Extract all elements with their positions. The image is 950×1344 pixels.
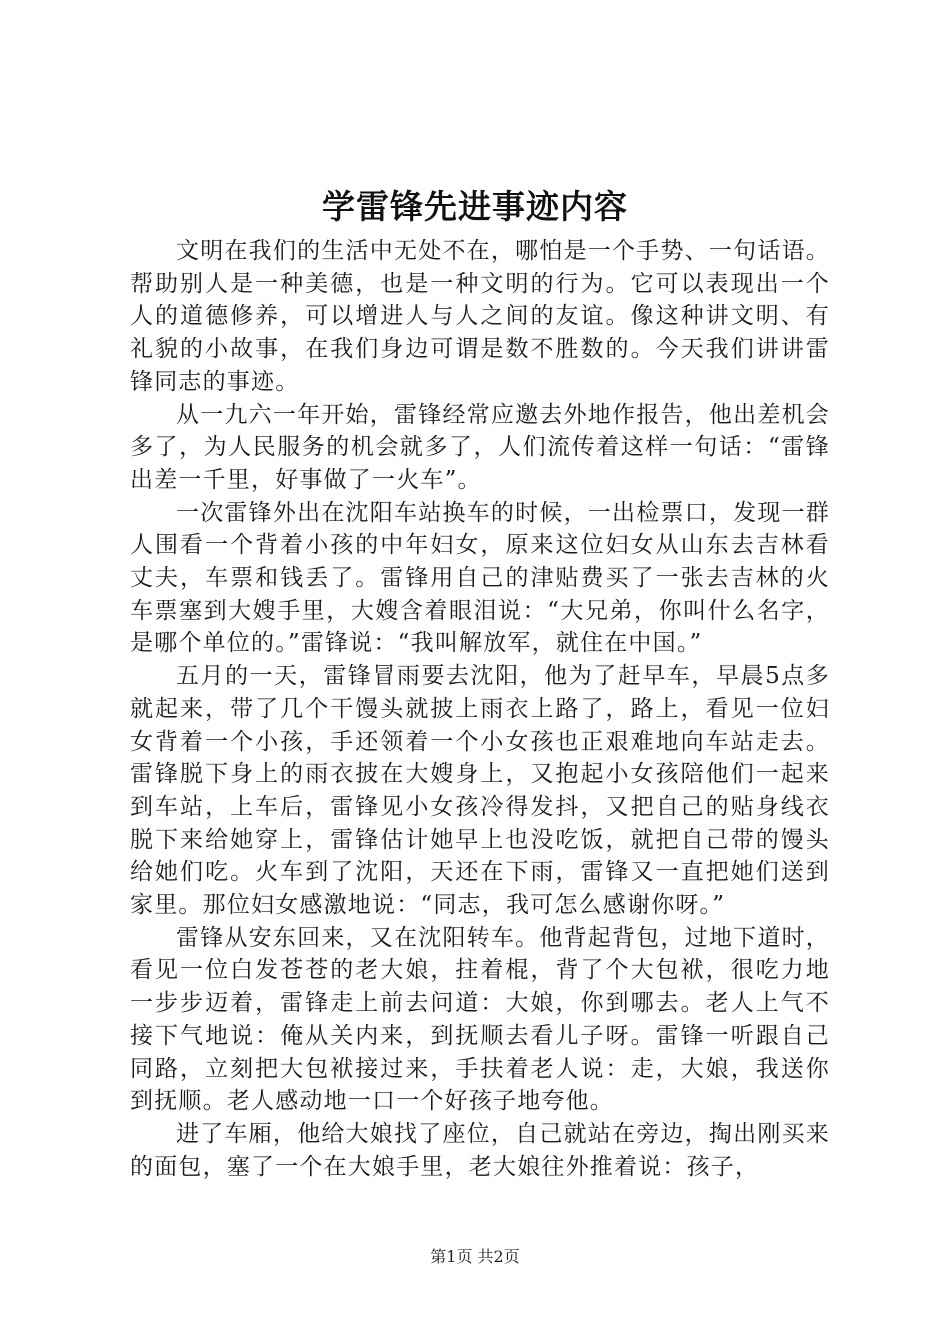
document-body <box>130 235 830 1183</box>
paragraph-5: 雷锋从安东回来，又在沈阳转车。他背起背包，过地下道时，看见一位白发苍苍的老大娘，拄着棍，背了个大包袱，很吃力地一步步迈着，雷锋走上前去问道：大娘，你到哪去。老人上气不接下气地说：俺从关内来，到抚顺去看儿子呀。雷锋一听跟自己同路，立刻把大包袱接过来，手扶着老人说：走，大娘，我送你到抚顺。老人感动地一口一个好孩子地夸他。 <box>130 924 830 1115</box>
paragraph-6: 进了车厢，他给大娘找了座位，自己就站在旁边，掏出刚买来的面包，塞了一个在大娘手里，老大娘往外推着说：孩子， <box>130 1120 830 1180</box>
paragraph-1: 文明在我们的生活中无处不在，哪怕是一个手势、一句话语。帮助别人是一种美德，也是一种文明的行为。它可以表现出一个人的道德修养，可以增进人与人之间的友谊。像这种讲文明、有礼貌的小故事，在我们身边可谓是数不胜数的。今天我们讲讲雷锋同志的事迹。 <box>130 238 830 395</box>
paragraph-4: 五月的一天，雷锋冒雨要去沈阳，他为了赶早车，早晨5点多就起来，带了几个干馒头就披上雨衣上路了，路上，看见一位妇女背着一个小孩，手还领着一个小女孩也正艰难地向车站走去。雷锋脱下身上的雨衣披在大嫂身上，又抱起小女孩陪他们一起来到车站，上车后，雷锋见小女孩冷得发抖，又把自己的贴身线衣脱下来给她穿上，雷锋估计她早上也没吃饭，就把自己带的馒头给她们吃。火车到了沈阳，天还在下雨，雷锋又一直把她们送到家里。那位妇女感激地说：“同志，我可怎么感谢你呀。” <box>130 663 830 919</box>
paragraph-2: 从一九六一年开始，雷锋经常应邀去外地作报告，他出差机会多了，为人民服务的机会就多了，人们流传着这样一句话：“雷锋出差一千里，好事做了一火车”。 <box>130 401 830 493</box>
paragraph-3: 一次雷锋外出在沈阳车站换车的时候，一出检票口，发现一群人围看一个背着小孩的中年妇女，原来这位妇女从山东去吉林看丈夫，车票和钱丢了。雷锋用自己的津贴费买了一张去吉林的火车票塞到大嫂手里，大嫂含着眼泪说：“大兄弟，你叫什么名字，是哪个单位的。”雷锋说：“我叫解放军，就住在中国。” <box>130 499 830 657</box>
page-footer: 第1页 共2页 <box>430 1247 520 1266</box>
document-title: 学雷锋先进事迹内容 <box>322 187 628 226</box>
